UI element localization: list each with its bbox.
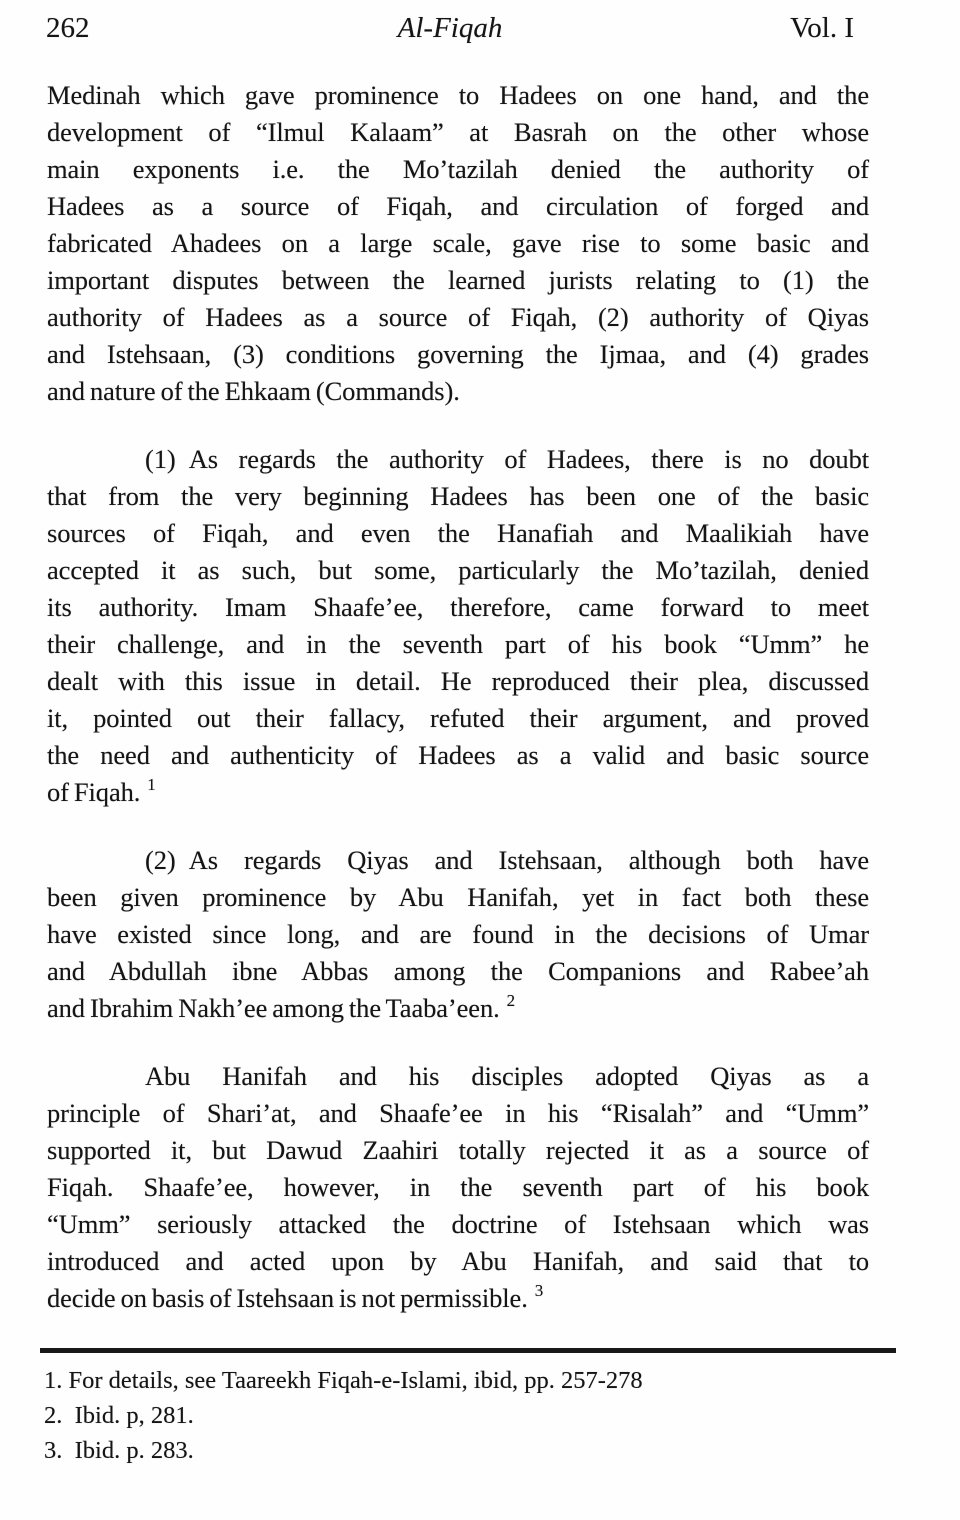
body-line: introduced and acted upon by Abu Hanifah, and said that to [47,1246,869,1276]
volume-label: Vol. I [790,12,854,44]
body-line [47,1280,869,1317]
paragraph-3 [47,842,869,1027]
body-line: the need and authenticity of Hadees as a valid and basic source [47,740,869,770]
footnote-1: 1. For details, see Taareekh Fiqah-e-Islami, ibid, pp. 257-278 [44,1367,643,1394]
body-line: been given prominence by Abu Hanifah, yet in fact both these [47,882,869,912]
footnote-marker-1: 1 [147,775,156,794]
body-line: authority of Hadees as a source of Fiqah, (2) authority of Qiyas [47,302,869,332]
body-line: have existed since long, and are found in the decisions of Umar [47,919,869,949]
body-line: main exponents i.e. the Mo’tazilah denied the authority of [47,154,869,184]
body-line: (1) As regards the authority of Hadees, there is no doubt [145,444,869,474]
footnote-3: 3. Ibid. p. 283. [44,1437,194,1464]
body-line: that from the very beginning Hadees has been one of the basic [47,481,869,511]
footnotes-section [44,1363,744,1468]
body-line: accepted it as such, but some, particularly the Mo’tazilah, denied [47,555,869,585]
body-line-text: of Fiqah. [47,777,141,807]
body-line: and Abdullah ibne Abbas among the Companions and Rabee’ah [47,956,869,986]
footnote-marker-3: 3 [534,1281,544,1300]
body-line: important disputes between the learned jurists relating to (1) the [47,265,869,295]
body-line: sources of Fiqah, and even the Hanafiah and Maalikiah have [47,518,869,548]
paragraph-4 [47,1058,869,1317]
page-body [47,77,869,1317]
page-header [0,0,960,46]
footnote-separator [40,1348,896,1353]
body-line: principle of Shari’at, and Shaafe’ee in his “Risalah” and “Umm” [47,1098,869,1128]
body-line: fabricated Ahadees on a large scale, gave rise to some basic and [47,228,869,258]
footnote-marker-2: 2 [506,991,516,1010]
body-line-text: decide on basis of Istehsaan is not permissible. [47,1283,528,1313]
body-line: Fiqah. Shaafe’ee, however, in the seventh part of his book [47,1172,869,1202]
footnote-2: 2. Ibid. p, 281. [44,1402,194,1429]
body-line: it, pointed out their fallacy, refuted their argument, and proved [47,703,869,733]
body-line: (2) As regards Qiyas and Istehsaan, although both have [145,845,869,875]
body-line: and Istehsaan, (3) conditions governing the Ijmaa, and (4) grades [47,339,869,369]
body-line-text: and Ibrahim Nakh’ee among the Taaba’een. [47,993,500,1023]
body-line: their challenge, and in the seventh part of his book “Umm” he [47,629,869,659]
page-number: 262 [46,12,90,44]
body-line: its authority. Imam Shaafe’ee, therefore, came forward to meet [47,592,869,622]
paragraph-1 [47,77,869,410]
body-line [47,774,869,811]
body-line: Abu Hanifah and his disciples adopted Qiyas as a [145,1061,869,1091]
body-line: dealt with this issue in detail. He reproduced their plea, discussed [47,666,869,696]
body-line: development of “Ilmul Kalaam” at Basrah on the other whose [47,117,869,147]
body-line: Hadees as a source of Fiqah, and circulation of forged and [47,191,869,221]
book-title: Al-Fiqah [397,12,503,44]
body-line: Medinah which gave prominence to Hadees on one hand, and the [47,80,869,110]
body-line: supported it, but Dawud Zaahiri totally rejected it as a source of [47,1135,869,1165]
body-line: “Umm” seriously attacked the doctrine of Istehsaan which was [47,1209,869,1239]
body-line: and nature of the Ehkaam (Commands). [47,376,460,406]
body-line [47,990,869,1027]
paragraph-2 [47,441,869,811]
